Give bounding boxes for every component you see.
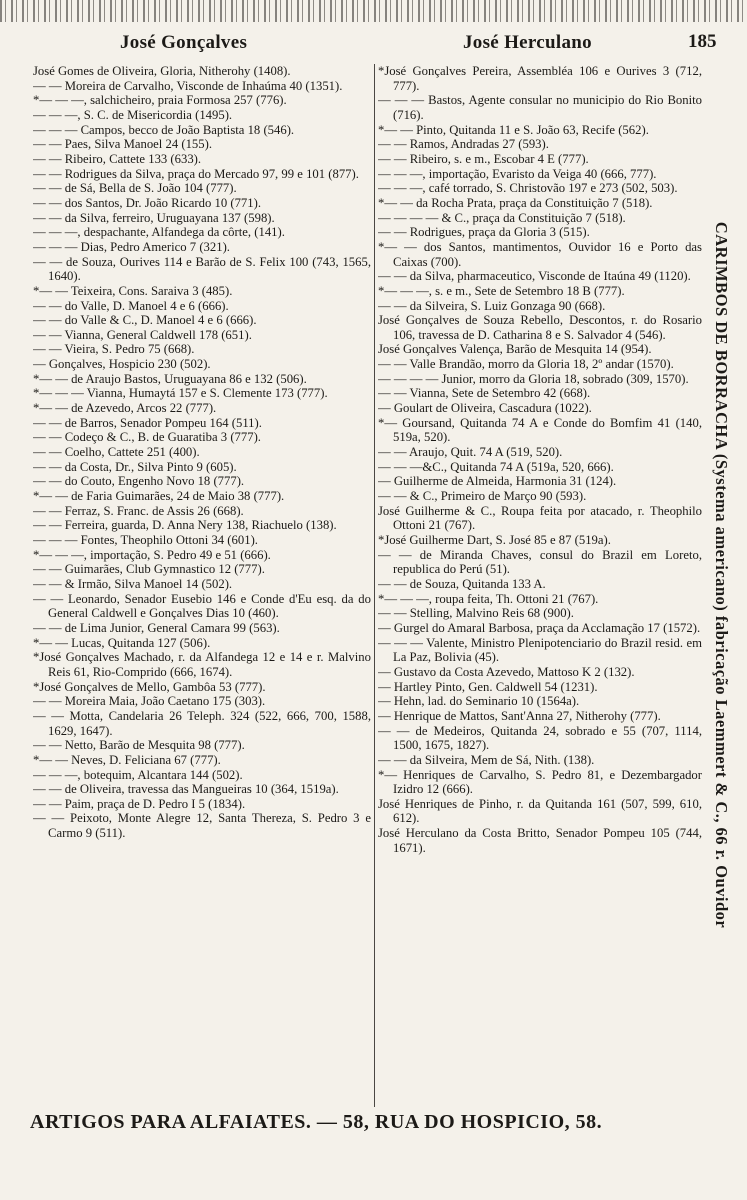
directory-entry: *— — — Vianna, Humaytá 157 e S. Clemente 173 (777). — [33, 386, 328, 401]
running-header-right: José Herculano — [463, 32, 592, 53]
directory-entry: — — — Fontes, Theophilo Ottoni 34 (601). — [33, 533, 258, 547]
directory-entry: *— — de Azevedo, Arcos 22 (777). — [33, 401, 217, 416]
directory-entry: José Gomes de Oliveira, Gloria, Nitherohy (1408). — [33, 64, 291, 78]
directory-entry: — — Stelling, Malvino Reis 68 (900). — [378, 606, 574, 621]
column-divider — [374, 64, 375, 1107]
directory-entry: — Hehn, lad. do Seminario 10 (1564a). — [378, 694, 580, 709]
side-advertisement-text: CARIMBOS DE BORRACHA (Systema americano) fabricação Laemmert & C., 66 r. Ouvidor — [712, 221, 731, 929]
directory-entry: — — —, importação, Evaristo da Veiga 40 (666, 777). — [378, 166, 657, 181]
directory-entry: — — & C., Primeiro de Março 90 (593). — [378, 489, 587, 504]
directory-entry: *— Henriques de Carvalho, S. Pedro 81, e Dezembargador Izidro 12 (666). — [378, 767, 702, 797]
directory-entry: José Gonçalves Valença, Barão de Mesquita 14 (954). — [378, 342, 652, 357]
directory-entry: — — — Bastos, Agente consular no municipio do Rio Bonito (716). — [378, 93, 702, 122]
directory-entry: José Gonçalves de Souza Rebello, Descontos, r. do Rosario 106, travessa de D. Catharina 8 e S. Salvador 4 (546). — [378, 313, 702, 342]
directory-entry: *— — —, salchicheiro, praia Formosa 257 (776). — [33, 93, 287, 108]
directory-entry: *— — Lucas, Quitanda 127 (506). — [33, 635, 211, 650]
directory-entry: — — da Silveira, Mem de Sá, Nith. (138). — [378, 752, 595, 767]
directory-entry: — — Rodrigues, praça da Gloria 3 (515). — [378, 225, 590, 240]
directory-entry: — Guilherme de Almeida, Harmonia 31 (124). — [378, 474, 617, 489]
directory-entry: — — Paes, Silva Manoel 24 (155). — [33, 137, 213, 152]
directory-entry: — — Motta, Candelaria 26 Teleph. 324 (522, 666, 700, 1588, 1629, 1647). — [33, 708, 371, 738]
page-top-border — [0, 0, 747, 22]
directory-entry: — Hartley Pinto, Gen. Caldwell 54 (1231). — [378, 679, 598, 694]
directory-entry: — — da Silva, ferreiro, Uruguayana 137 (598). — [33, 210, 275, 225]
directory-entry: — — de Oliveira, travessa das Mangueiras 10 (364, 1519a). — [33, 782, 339, 797]
directory-entry: *— — Teixeira, Cons. Saraiva 3 (485). — [33, 283, 233, 298]
directory-entry: — — Vieira, S. Pedro 75 (668). — [33, 342, 195, 357]
directory-entry: — — — — & C., praça da Constituição 7 (518). — [378, 210, 626, 225]
footer-advertisement: ARTIGOS PARA ALFAIATES. — 58, RUA DO HOSPICIO, 58. — [30, 1111, 603, 1133]
directory-entry: — — Coelho, Cattete 251 (400). — [33, 445, 200, 460]
directory-entry: — — Codeço & C., B. de Guaratiba 3 (777). — [33, 430, 261, 445]
directory-entry: *— — dos Santos, mantimentos, Ouvidor 16 e Porto das Caixas (700). — [378, 239, 702, 269]
directory-entry: — Gonçalves, Hospicio 230 (502). — [33, 357, 211, 372]
directory-entry: — — Valle Brandão, morro da Gloria 18, 2º andar (1570). — [378, 357, 674, 372]
directory-entry: — — Ferraz, S. Franc. de Assis 26 (668). — [33, 503, 244, 518]
directory-entry: — — Araujo, Quit. 74 A (519, 520). — [378, 445, 563, 460]
directory-entry: — — —&C., Quitanda 74 A (519a, 520, 666). — [378, 459, 614, 474]
directory-entry: — — Guimarães, Club Gymnastico 12 (777). — [33, 562, 265, 577]
directory-entry: *— — —, s. e m., Sete de Setembro 18 B (777). — [378, 283, 625, 298]
directory-entry: *— — Neves, D. Feliciana 67 (777). — [33, 752, 221, 767]
directory-entry: — — de Souza, Ourives 114 e Barão de S. Felix 100 (743, 1565, 1640). — [33, 254, 371, 284]
directory-entry: — Goulart de Oliveira, Cascadura (1022). — [378, 401, 592, 416]
directory-entry: — — do Valle & C., D. Manoel 4 e 6 (666). — [33, 313, 257, 328]
directory-entry: — — Leonardo, Senador Eusebio 146 e Conde d'Eu esq. da do General Caldwell e Gonçalves Dias 10 (460). — [33, 591, 371, 621]
directory-entry: — — de Sá, Bella de S. João 104 (777). — [33, 181, 237, 196]
directory-entry: *— — —, roupa feita, Th. Ottoni 21 (767). — [378, 591, 599, 606]
directory-entry: *José Guilherme Dart, S. José 85 e 87 (519a). — [378, 533, 611, 547]
directory-entry: — — — — Junior, morro da Gloria 18, sobrado (309, 1570). — [378, 371, 689, 386]
side-advertisement — [704, 88, 738, 1063]
directory-entry: *José Gonçalves Pereira, Assembléa 106 e Ourives 3 (712, 777). — [378, 64, 702, 93]
directory-entry: *— — de Faria Guimarães, 24 de Maio 38 (777). — [33, 489, 285, 504]
directory-entry: — — do Couto, Engenho Novo 18 (777). — [33, 474, 245, 489]
directory-entry: — — de Miranda Chaves, consul do Brazil em Loreto, republica do Perú (51). — [378, 547, 702, 577]
directory-entry: — — —, café torrado, S. Christovão 197 e 273 (502, 503). — [378, 181, 678, 196]
directory-entry: *José Gonçalves Machado, r. da Alfandega 12 e 14 e r. Malvino Reis 61, Rio-Comprido (666, 1674). — [33, 650, 371, 679]
directory-entry: — — Moreira de Carvalho, Visconde de Inhaúma 40 (1351). — [33, 78, 343, 93]
directory-entry: — — de Lima Junior, General Camara 99 (563). — [33, 620, 280, 635]
directory-entry: — Henrique de Mattos, Sant'Anna 27, Nitherohy (777). — [378, 708, 661, 723]
directory-entry: — — da Costa, Dr., Silva Pinto 9 (605). — [33, 459, 237, 474]
directory-entry: — — dos Santos, Dr. João Ricardo 10 (771). — [33, 195, 262, 210]
directory-entry: — — —, despachante, Alfandega da côrte, (141). — [33, 225, 285, 240]
directory-entry: — Gustavo da Costa Azevedo, Mattoso K 2 (132). — [378, 664, 635, 679]
directory-entry: — — Peixoto, Monte Alegre 12, Santa Thereza, S. Pedro 3 e Carmo 9 (511). — [33, 811, 371, 841]
directory-entry: — — Ribeiro, s. e m., Escobar 4 E (777). — [378, 151, 589, 166]
left-column — [33, 64, 371, 1107]
directory-entry: — Gurgel do Amaral Barbosa, praça da Acclamação 17 (1572). — [378, 620, 701, 635]
directory-entry: — — Netto, Barão de Mesquita 98 (777). — [33, 738, 245, 753]
directory-entry: — — Ribeiro, Cattete 133 (633). — [33, 151, 202, 166]
directory-entry: *— — Pinto, Quitanda 11 e S. João 63, Recife (562). — [378, 122, 649, 137]
directory-entry: — — —, S. C. de Misericordia (1495). — [33, 107, 233, 122]
directory-entry: — — de Souza, Quitanda 133 A. — [378, 576, 546, 591]
directory-entry: *José Gonçalves de Mello, Gambôa 53 (777). — [33, 679, 266, 694]
directory-entry: José Guilherme & C., Roupa feita por atacado, r. Theophilo Ottoni 21 (767). — [378, 503, 702, 533]
directory-entry: — — Vianna, Sete de Setembro 42 (668). — [378, 386, 591, 401]
directory-entry: *— Goursand, Quitanda 74 A e Conde do Bomfim 41 (140, 519a, 520). — [378, 415, 702, 445]
directory-entry: — — Rodrigues da Silva, praça do Mercado 97, 99 e 101 (877). — [33, 166, 359, 181]
running-header-left: José Gonçalves — [120, 32, 248, 53]
directory-entry: José Henriques de Pinho, r. da Quitanda 161 (507, 599, 610, 612). — [378, 796, 702, 826]
directory-entry: — — — Dias, Pedro Americo 7 (321). — [33, 239, 230, 254]
directory-entry: — — da Silva, pharmaceutico, Visconde de Itaúna 49 (1120). — [378, 269, 691, 284]
directory-entry: *— — da Rocha Prata, praça da Constituição 7 (518). — [378, 195, 653, 210]
directory-entry: *— — —, importação, S. Pedro 49 e 51 (666). — [33, 547, 271, 562]
directory-entry: — — & Irmão, Silva Manoel 14 (502). — [33, 576, 233, 591]
directory-entry: — — —, botequim, Alcantara 144 (502). — [33, 767, 243, 782]
directory-entry: — — da Silveira, S. Luiz Gonzaga 90 (668). — [378, 298, 606, 313]
right-column — [378, 64, 702, 1107]
directory-entry: — — Moreira Maia, João Caetano 175 (303). — [33, 694, 266, 709]
directory-entry: *— — de Araujo Bastos, Uruguayana 86 e 132 (506). — [33, 371, 307, 386]
directory-entry: — — de Barros, Senador Pompeu 164 (511). — [33, 415, 262, 430]
directory-entry: — — — Valente, Ministro Plenipotenciario do Brazil resid. em La Paz, Bolivia (45). — [378, 635, 702, 665]
page-number: 185 — [688, 31, 717, 52]
directory-entry: — — — Campos, becco de João Baptista 18 (546). — [33, 122, 295, 137]
directory-entry: José Herculano da Costa Britto, Senador Pompeu 105 (744, 1671). — [378, 826, 702, 855]
directory-entry: — — Ramos, Andradas 27 (593). — [378, 137, 549, 152]
directory-entry: — — Ferreira, guarda, D. Anna Nery 138, Riachuelo (138). — [33, 518, 337, 533]
directory-entry: — — Vianna, General Caldwell 178 (651). — [33, 327, 252, 342]
directory-entry: — — Paim, praça de D. Pedro I 5 (1834). — [33, 796, 246, 811]
directory-entry: — — do Valle, D. Manoel 4 e 6 (666). — [33, 298, 229, 313]
directory-entry: — — de Medeiros, Quitanda 24, sobrado e 55 (707, 1114, 1500, 1675, 1827). — [378, 723, 702, 753]
